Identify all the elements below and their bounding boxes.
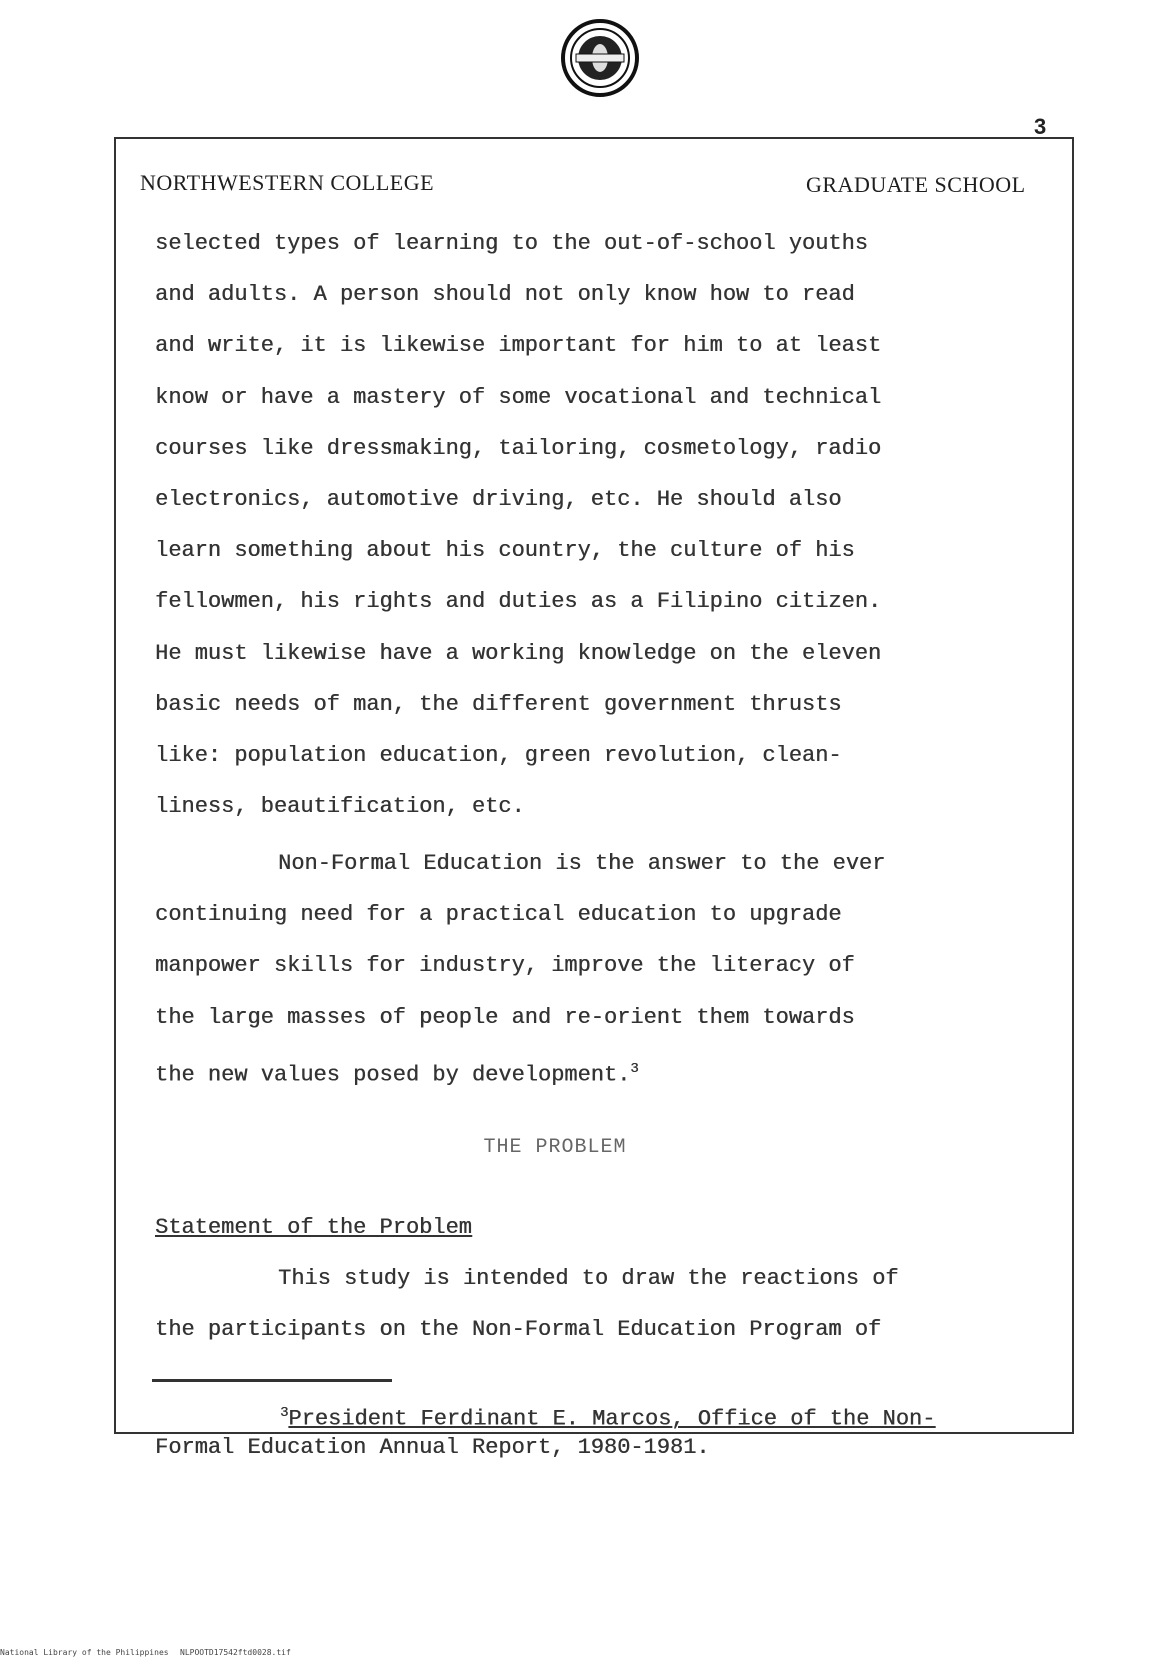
college-seal-logo xyxy=(560,18,640,98)
subsection-heading: Statement of the Problem xyxy=(155,1215,472,1240)
section-heading: THE PROBLEM xyxy=(483,1136,627,1159)
text-line: the participants on the Non-Formal Education Program of xyxy=(155,1317,882,1342)
text-line: Non-Formal Education is the answer to the ever xyxy=(278,851,886,876)
text-line: selected types of learning to the out-of-school youths xyxy=(155,231,868,256)
text-line: and write, it is likewise important for him to at least xyxy=(155,333,882,358)
footer-filename: NLPOOTD17542ftd0028.tif xyxy=(180,1648,291,1657)
text-line: continuing need for a practical education to upgrade xyxy=(155,902,842,927)
footnote-separator xyxy=(152,1379,392,1382)
header-college-name: NORTHWESTERN COLLEGE xyxy=(140,170,435,195)
text-line: know or have a mastery of some vocational and technical xyxy=(155,385,882,410)
text-line-content: the new values posed by development. xyxy=(155,1062,631,1088)
text-line: manpower skills for industry, improve the literacy of xyxy=(155,953,855,978)
page-frame-bottom-rule xyxy=(114,1432,1074,1434)
footnote-marker: 3 xyxy=(280,1405,289,1421)
text-line: like: population education, green revolution, clean- xyxy=(155,743,842,768)
text-line: This study is intended to draw the reactions of xyxy=(278,1266,899,1291)
text-line: and adults. A person should not only know how to read xyxy=(155,282,855,307)
text-line: courses like dressmaking, tailoring, cosmetology, radio xyxy=(155,436,882,461)
footer-credit: National Library of the Philippines xyxy=(0,1648,169,1657)
footnote-line-2: Formal Education Annual Report, 1980-1981. xyxy=(155,1435,710,1460)
text-line: fellowmen, his rights and duties as a Filipino citizen. xyxy=(155,589,882,614)
text-line: basic needs of man, the different government thrusts xyxy=(155,692,842,717)
text-line: liness, beautification, etc. xyxy=(155,794,525,819)
footnote-citation: President Ferdinant E. Marcos, Office of the Non- xyxy=(288,1406,936,1432)
header-school-name: GRADUATE SCHOOL xyxy=(806,172,1026,197)
page-number: 3 xyxy=(1034,114,1047,139)
text-line: learn something about his country, the culture of his xyxy=(155,538,855,563)
text-line xyxy=(155,1057,639,1087)
text-line: the large masses of people and re-orient them towards xyxy=(155,1005,855,1030)
footnote-reference: 3 xyxy=(630,1061,639,1077)
text-line: He must likewise have a working knowledge on the eleven xyxy=(155,641,882,666)
footnote-line-1 xyxy=(280,1405,935,1431)
text-line: electronics, automotive driving, etc. He should also xyxy=(155,487,842,512)
